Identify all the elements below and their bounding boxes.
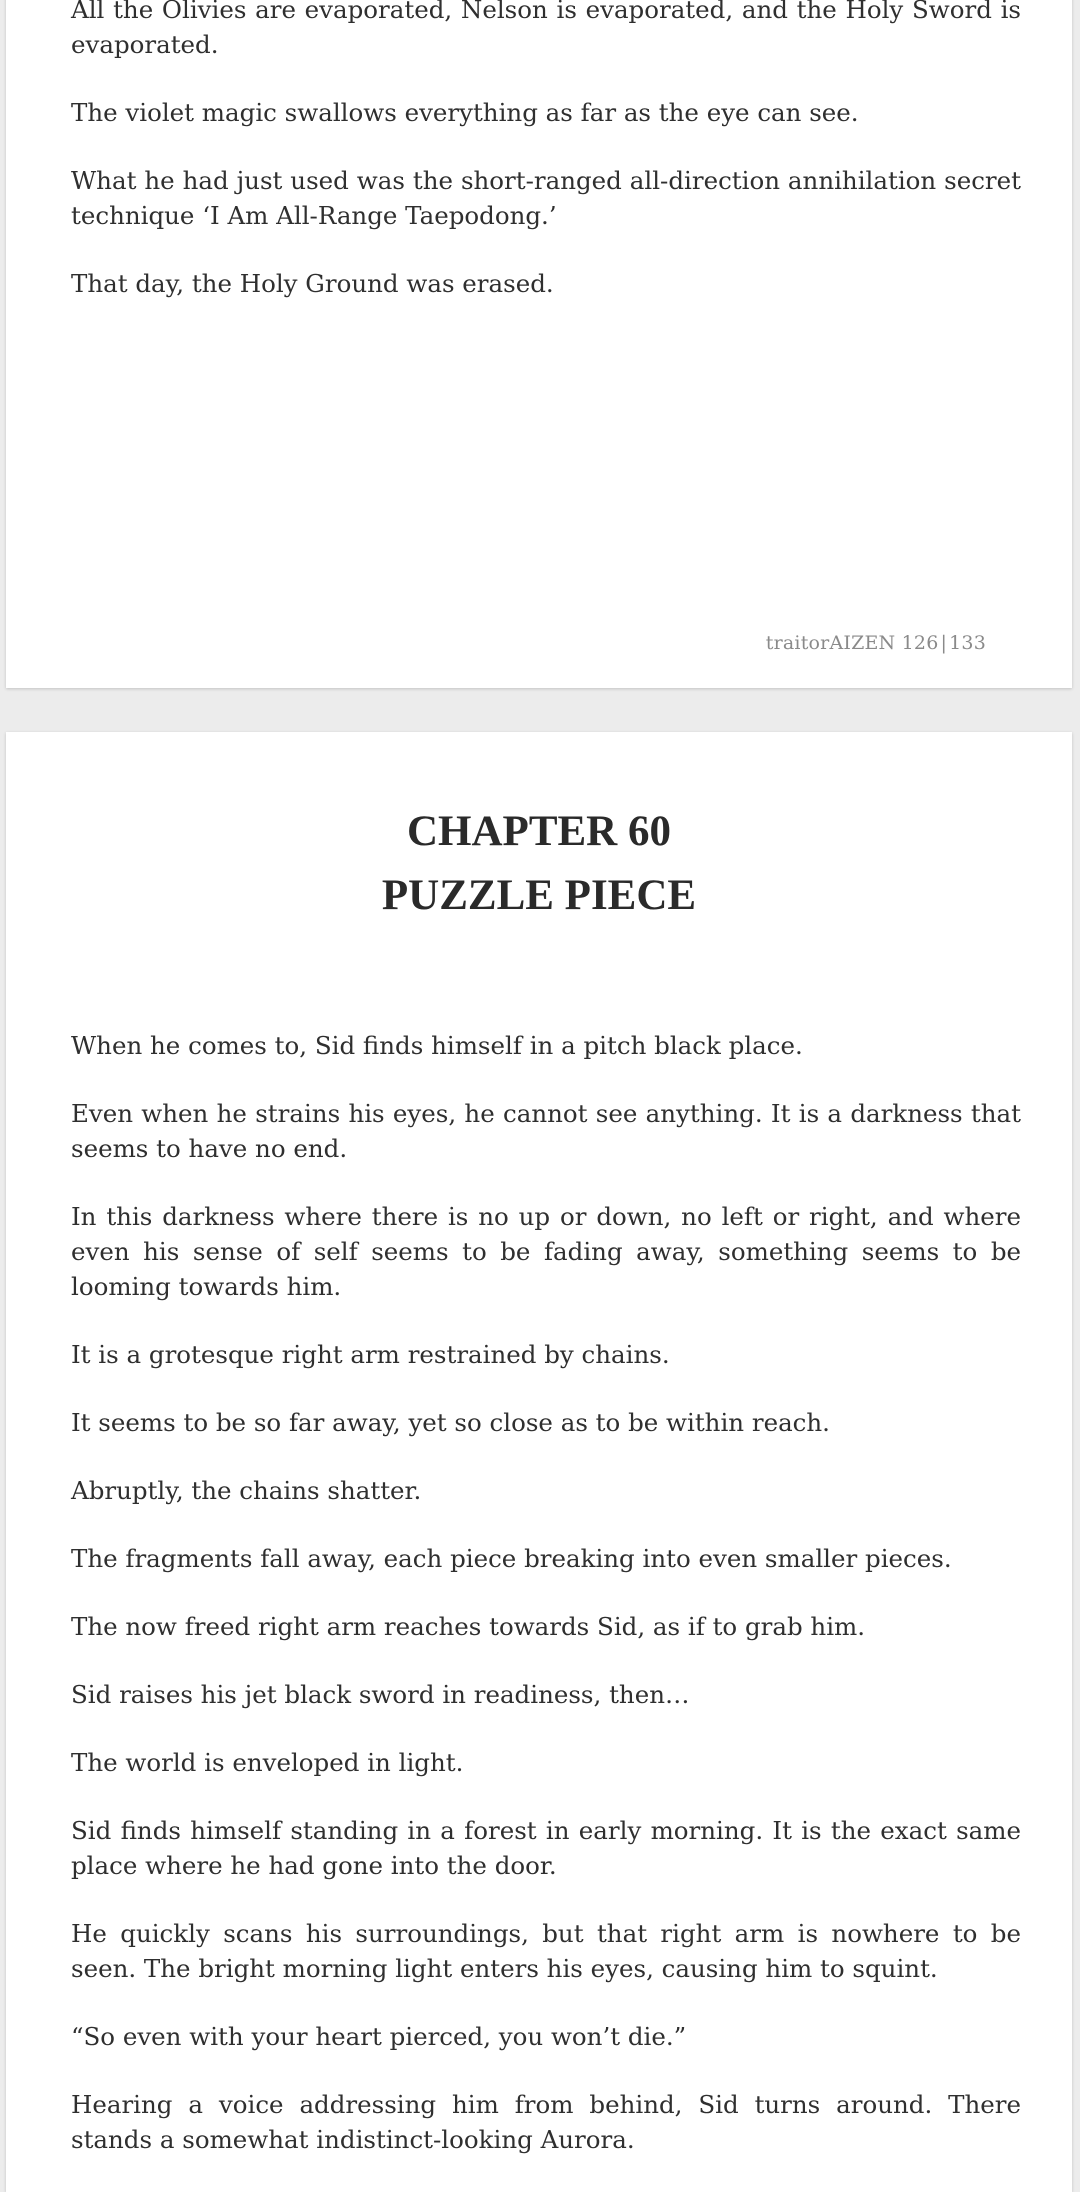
document-page-126	[6, 0, 1072, 688]
chapter-number: CHAPTER 60	[407, 808, 671, 855]
paragraph: It is a grotesque right arm restrained by chains.	[71, 1340, 670, 1369]
paragraph: The violet magic swallows everything as far as the eye can see.	[71, 98, 859, 127]
paragraph: Hearing a voice addressing him from behind, Sid turns around. There stands a somewhat indistinct-looking Aurora.	[71, 2090, 1021, 2154]
page-body-text	[71, 0, 1021, 334]
paragraph: The world is enveloped in light.	[71, 1748, 464, 1777]
paragraph: In this darkness where there is no up or down, no left or right, and where even his sense of self seems to be fading away, something seems to be looming towards him.	[71, 1202, 1021, 1301]
footer-total-pages: 133	[949, 632, 986, 654]
paragraph: It seems to be so far away, yet so close as to be within reach.	[71, 1408, 830, 1437]
page-footer	[766, 632, 986, 654]
paragraph: That day, the Holy Ground was erased.	[71, 269, 554, 298]
paragraph: Sid finds himself standing in a forest in early morning. It is the exact same place where he had gone into the door.	[71, 1816, 1021, 1880]
paragraph: “So even with your heart pierced, you won’t die.”	[71, 2022, 687, 2051]
paragraph: Abruptly, the chains shatter.	[71, 1476, 422, 1505]
paragraph: Sid raises his jet black sword in readiness, then…	[71, 1680, 690, 1709]
chapter-heading	[6, 800, 1072, 928]
footer-separator: |	[940, 632, 948, 654]
paragraph: The now freed right arm reaches towards Sid, as if to grab him.	[71, 1612, 866, 1641]
footer-author: traitorAIZEN	[765, 632, 896, 654]
footer-page-number: 126	[901, 632, 939, 654]
paragraph: Even when he strains his eyes, he cannot see anything. It is a darkness that seems to have no end.	[71, 1099, 1021, 1163]
paragraph: The fragments fall away, each piece breaking into even smaller pieces.	[71, 1544, 952, 1573]
paragraph: All the Olivies are evaporated, Nelson is evaporated, and the Holy Sword is evaporated.	[71, 0, 1021, 59]
page-body-text	[71, 1028, 1021, 2190]
chapter-title: PUZZLE PIECE	[381, 872, 697, 919]
paragraph: He quickly scans his surroundings, but that right arm is nowhere to be seen. The bright morning light enters his eyes, causing him to squint.	[71, 1919, 1021, 1983]
document-page-127	[6, 732, 1072, 2192]
paragraph: What he had just used was the short-ranged all-direction annihilation secret technique ‘I Am All-Range Taepodong.’	[71, 166, 1021, 230]
paragraph: When he comes to, Sid finds himself in a pitch black place.	[71, 1031, 803, 1060]
